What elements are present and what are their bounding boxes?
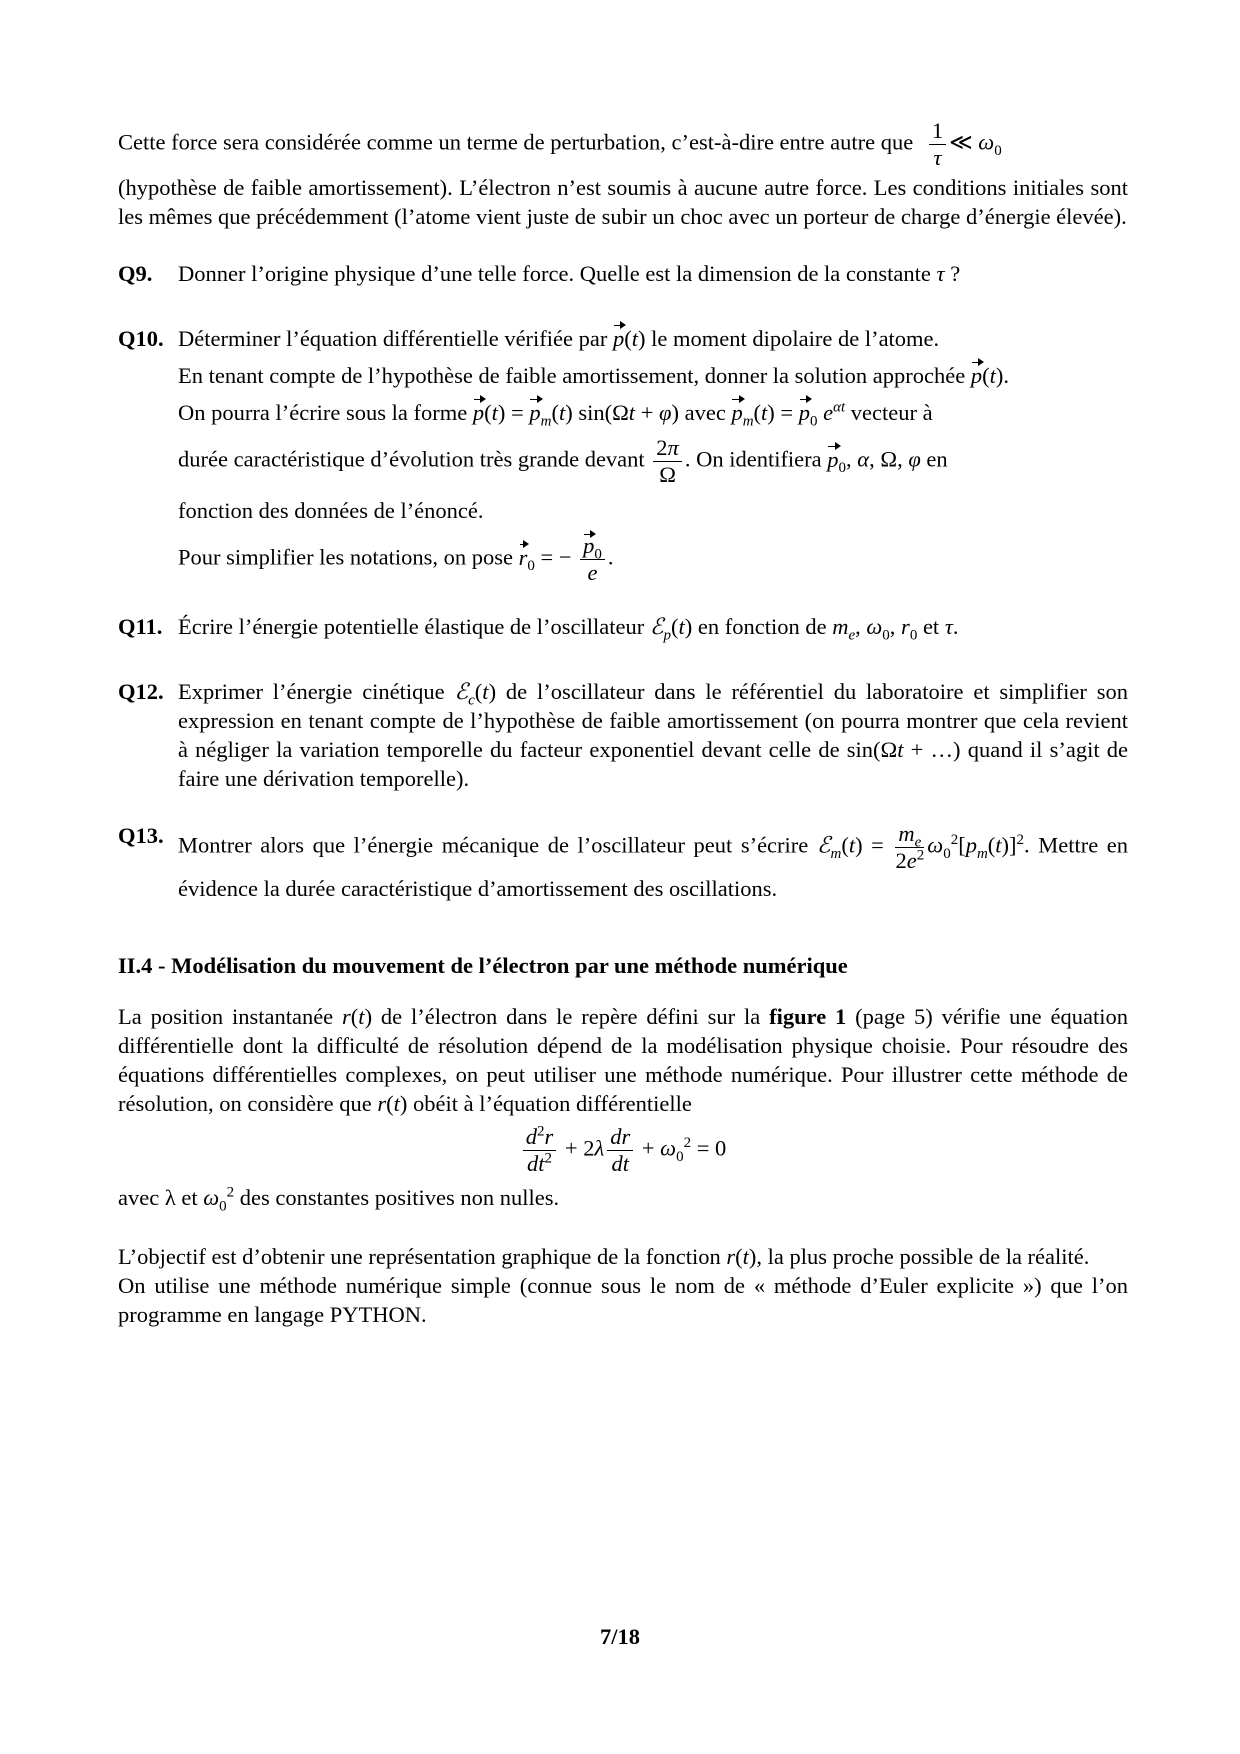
question-q9: Q9. Donner l’origine physique d’une telle force. Quelle est la dimension de la constante τ ?	[118, 259, 1128, 296]
intro-continuation: (hypothèse de faible amortissement). L’électron n’est soumis à aucune autre force. Les conditions initiales sont les mêmes que précédemment (l’atome vient juste de subir un choc avec un porteur de charge d’énergie élevée).	[118, 175, 1128, 229]
section-paragraph-2: avec λ et $\omega_0^2$ des constantes positives non nulles.	[118, 1184, 560, 1215]
intro-paragraph: Cette force sera considérée comme un terme de perturbation, c’est-à-dire entre autre que $\frac{1}{\tau}$ ≪ $\omega_0$	[118, 118, 1002, 170]
question-q13: Q13. Montrer alors que l’énergie mécanique de l’oscillateur peut s’écrire ℰ$_m$(t) = $\frac{m_e}{2e^2}$ $\omega_0^2[p_m(t)]^2$. Mettre en évidence la durée caractéristique d’amortissement des oscillations.	[118, 821, 1128, 911]
question-q10: Q10. Déterminer l’équation différentielle vérifiée par p(t) le moment dipolaire de l’atome. En tenant compte de l’hypothèse de faible amortissement, donner la solution approchée p(t). On pourra l’écrire sous la forme $p(t) = p_m(t) \sin(\Omega t + \varphi)$ avec $p_m(t) = p_0$ $e^{\alpha t}$ vecteur à durée caractéristique d’évolution très grande devant $\frac{2\pi}{\Omega}$ . On identifiera $p_0$, α, Ω, φ en fonction des données de l’énoncé. Pour simplifier les notations, on pose $r_0$ = − $\frac{p_0}{e}$ .	[118, 324, 1128, 594]
section-paragraph-1: La position instantanée r(t) de l’électron dans le repère défini sur la figure 1 (page 5) vérifie une équation différentielle dont la difficulté de résolution dépend de la modélisation physique choisie. Pour résoudre des équations différentielles complexes, on peut utiliser une méthode numérique. Pour illustrer cette méthode de résolution, on considère que r(t) obéit à l’équation différentielle	[118, 1004, 1128, 1116]
one-over-tau-fraction: $\frac{1}{\tau}$	[929, 118, 946, 171]
section-heading: II.4 - Modélisation du mouvement de l’électron par une méthode numérique	[118, 953, 848, 978]
section-paragraph-4: On utilise une méthode numérique simple (connue sous le nom de « méthode d’Euler explicite ») que l’on programme en langage PYTHON.	[118, 1273, 1128, 1327]
q10-label: Q10.	[118, 326, 164, 351]
question-q11: Q11. Écrire l’énergie potentielle élastique de l’oscillateur ℰ$_p$(t) en fonction de $m_e$, $\omega_0$, $r_0$ et τ.	[118, 612, 1128, 649]
differential-equation: $\frac{d^2r}{dt^2}$ + 2λ $\frac{dr}{dt}$ + $\omega_0^2 = 0$	[118, 1124, 1128, 1177]
q12-label: Q12.	[118, 679, 164, 704]
page-number: 7/18	[599, 1624, 640, 1649]
q11-label: Q11.	[118, 614, 163, 639]
page-content	[118, 118, 1128, 1329]
q13-label: Q13.	[118, 823, 164, 848]
question-q12: Q12. Exprimer l’énergie cinétique ℰ$_c$(t) de l’oscillateur dans le référentiel du laboratoire et simplifier son expression en tenant compte de l’hypothèse de faible amortissement (on pourra montrer que cela revient à négliger la variation temporelle du facteur exponentiel devant celle de sin(Ωt + …) quand il s’agit de faire une dérivation temporelle).	[118, 677, 1128, 801]
q9-label: Q9.	[118, 261, 153, 286]
section-paragraph-3: L’objectif est d’obtenir une représentation graphique de la fonction r(t), la plus proche possible de la réalité.	[118, 1244, 1090, 1269]
